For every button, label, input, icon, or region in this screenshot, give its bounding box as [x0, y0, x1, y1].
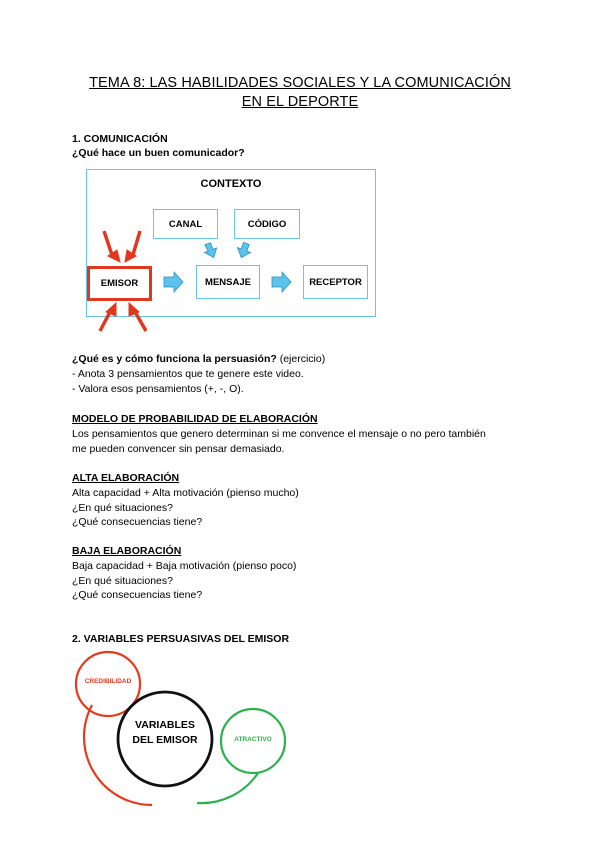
mensaje-box: MENSAJE: [196, 265, 260, 299]
section-1-heading: 1. COMUNICACIÓN: [72, 133, 168, 145]
canal-box: CANAL: [153, 209, 218, 239]
section-1-question: ¿Qué hace un buen comunicador?: [72, 147, 245, 159]
modelo-line-1: Los pensamientos que genero determinan si me convence el mensaje o no pero también: [72, 428, 486, 440]
receptor-box: RECEPTOR: [303, 265, 368, 299]
baja-heading: BAJA ELABORACIÓN: [72, 545, 182, 557]
page-title-line-2: EN EL DEPORTE: [241, 94, 359, 110]
modelo-line-2: me pueden convencer sin pensar demasiado.: [72, 443, 285, 455]
persuasion-item-2: - Valora esos pensamientos (+, -, O).: [72, 383, 244, 395]
persuasion-heading-note: (ejercicio): [276, 353, 326, 365]
baja-line-2: ¿En qué situaciones?: [72, 575, 173, 587]
persuasion-item-1: - Anota 3 pensamientos que te genere este video.: [72, 368, 304, 380]
arrow-mensaje-to-receptor: [272, 272, 291, 292]
context-label: CONTEXTO: [200, 178, 262, 190]
alta-line-1: Alta capacidad + Alta motivación (pienso mucho): [72, 487, 299, 499]
arrow-emisor-to-mensaje: [164, 272, 183, 292]
codigo-box: CÓDIGO: [234, 209, 300, 239]
variables-label-line-1: VARIABLES: [135, 719, 195, 731]
alta-heading: ALTA ELABORACIÓN: [72, 472, 180, 484]
arrow-codigo-to-mensaje: [235, 241, 253, 260]
modelo-heading: MODELO DE PROBABILIDAD DE ELABORACIÓN: [72, 413, 318, 425]
persuasion-heading-bold: ¿Qué es y cómo funciona la persuasión?: [72, 353, 277, 365]
alta-line-3: ¿Qué consecuencias tiene?: [72, 516, 203, 528]
atractivo-label: ATRACTIVO: [234, 736, 272, 743]
emisor-incoming-arrows: [100, 231, 146, 331]
page-title-line-1: TEMA 8: LAS HABILIDADES SOCIALES Y LA COMUNICACIÓN: [89, 75, 511, 91]
section-2-heading: 2. VARIABLES PERSUASIVAS DEL EMISOR: [72, 633, 290, 645]
variables-label-line-2: DEL EMISOR: [132, 734, 198, 746]
variables-emisor-label: [120, 718, 210, 748]
atractivo-arc: [197, 773, 258, 803]
arrow-canal-to-mensaje: [202, 241, 219, 260]
credibilidad-label: CREDIBILIDAD: [84, 678, 132, 685]
emisor-box: EMISOR: [87, 266, 152, 301]
persuasion-heading: [72, 352, 325, 367]
alta-line-2: ¿En qué situaciones?: [72, 502, 173, 514]
baja-line-1: Baja capacidad + Baja motivación (pienso poco): [72, 560, 297, 572]
baja-line-3: ¿Qué consecuencias tiene?: [72, 589, 203, 601]
